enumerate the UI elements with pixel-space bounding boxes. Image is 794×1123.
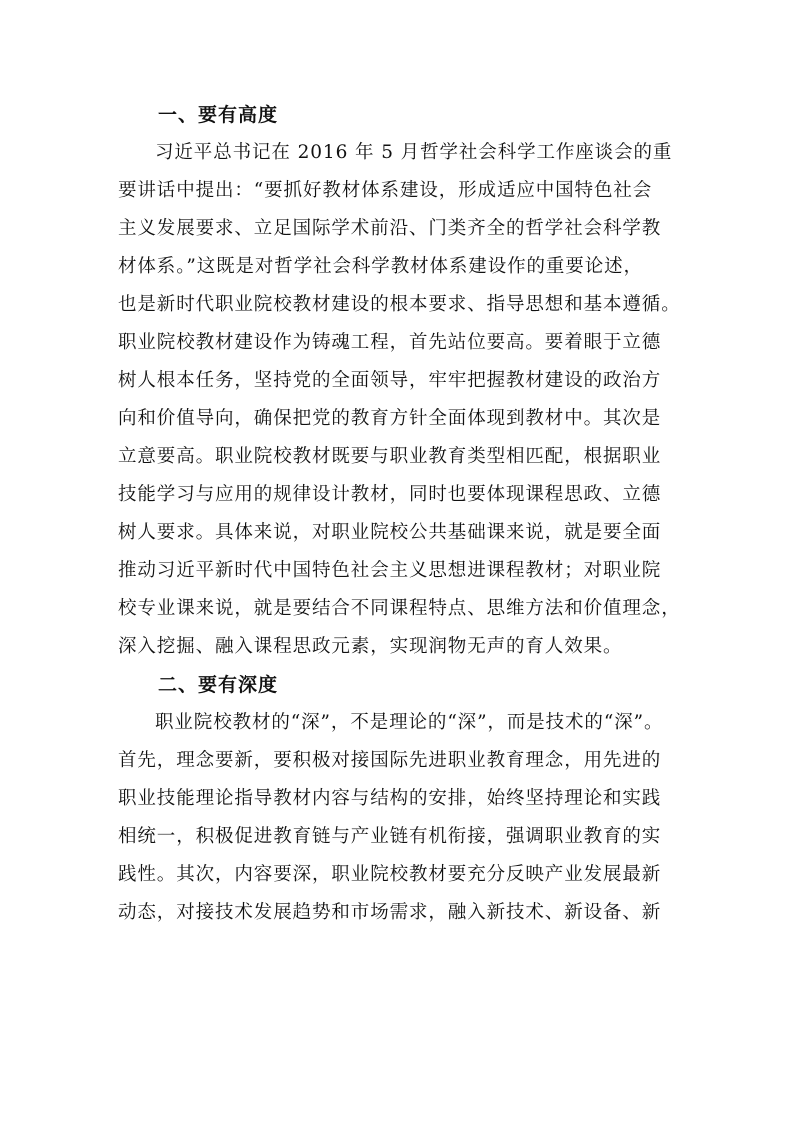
- text-line: 践性。其次，内容要深，职业院校教材要充分反映产业发展最新: [118, 864, 662, 885]
- text-line: 技能学习与应用的规律设计教材，同时也要体现课程思政、立德: [118, 484, 662, 505]
- text-line: 也是新时代职业院校教材建设的根本要求、指导思想和基本遵循。: [118, 294, 681, 315]
- section-body-2: [118, 704, 688, 932]
- text-line: 向和价值导向，确保把党的教育方针全面体现到教材中。其次是: [118, 408, 662, 429]
- text-line: 树人根本任务，坚持党的全面领导，牢牢把握教材建设的政治方: [118, 370, 662, 391]
- text-line: 要讲话中提出：“要抓好教材体系建设，形成适应中国特色社会: [118, 180, 653, 201]
- text-line: 主义发展要求、立足国际学术前沿、门类齐全的哲学社会科学教: [118, 218, 662, 239]
- section-heading-1: 一、要有高度: [158, 104, 279, 126]
- text-line: 职业院校教材建设作为铸魂工程，首先站位要高。要着眼于立德: [118, 332, 662, 353]
- text-line: 首先，理念要新，要积极对接国际先进职业教育理念，用先进的: [118, 750, 662, 771]
- text-line: 树人要求。具体来说，对职业院校公共基础课来说，就是要全面: [118, 522, 662, 543]
- document-page: [118, 96, 688, 932]
- text-line: 职业技能理论指导教材内容与结构的安排，始终坚持理论和实践: [118, 788, 662, 809]
- text-line: 校专业课来说，就是要结合不同课程特点、思维方法和价值理念，: [118, 598, 681, 619]
- section-heading-2: 二、要有深度: [158, 674, 279, 696]
- text-line: 深入挖掘、融入课程思政元素，实现润物无声的育人效果。: [118, 636, 623, 657]
- text-line: 相统一，积极促进教育链与产业链有机衔接，强调职业教育的实: [118, 826, 662, 847]
- text-line: 习近平总书记在 2016 年 5 月哲学社会科学工作座谈会的重: [155, 142, 673, 163]
- section-body-1: [118, 134, 688, 666]
- text-line: 立意要高。职业院校教材既要与职业教育类型相匹配，根据职业: [118, 446, 662, 467]
- text-line: 材体系。”这既是对哲学社会科学教材体系建设作的重要论述，: [118, 256, 643, 277]
- text-line: 动态，对接技术发展趋势和市场需求，融入新技术、新设备、新: [118, 902, 662, 923]
- text-line: 推动习近平新时代中国特色社会主义思想进课程教材；对职业院: [118, 560, 662, 581]
- text-line: 职业院校教材的“深”，不是理论的“深”，而是技术的“深”。: [155, 712, 664, 733]
